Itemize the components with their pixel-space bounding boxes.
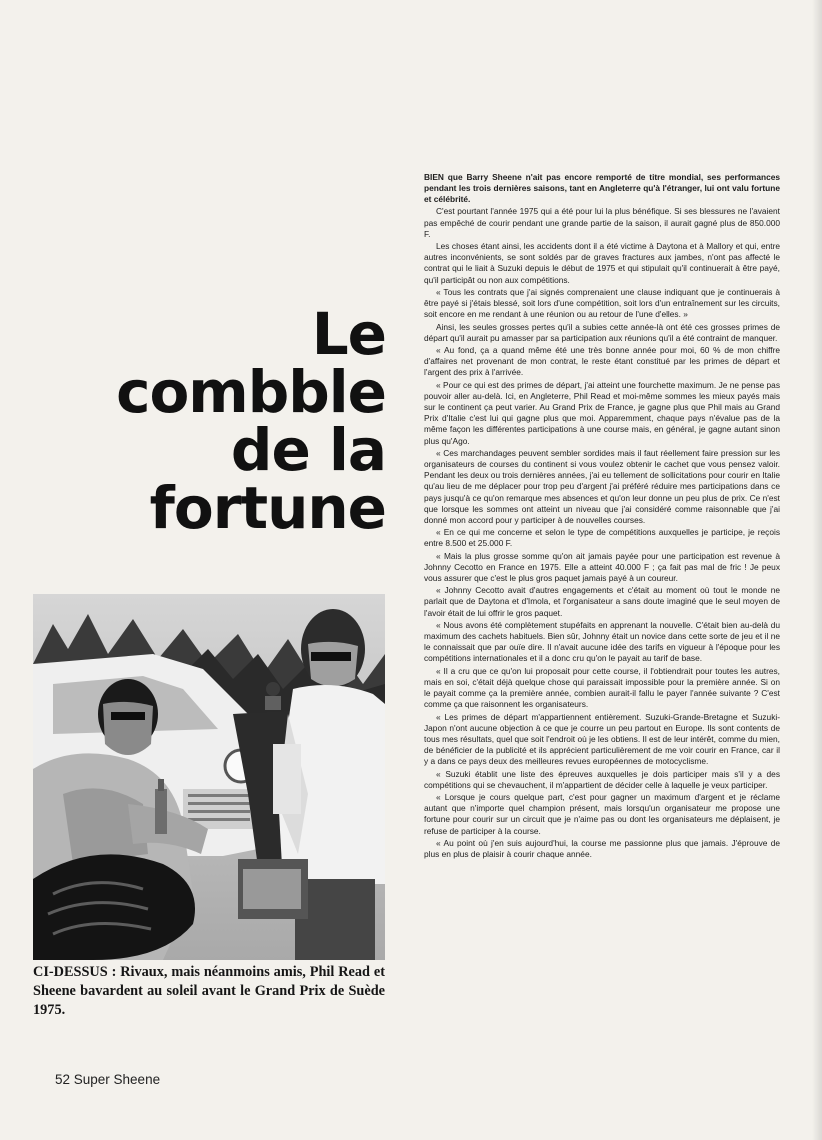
headline xyxy=(116,300,386,542)
paragraph: « Les primes de départ m'appartiennent entièrement. Suzuki-Grande-Bretagne et Suzuki-Japon n'ont aucune objection à ce que je courre un peu partout en Europe. Ils sont contents de tous mes résultats, quel que soit l'endroit où je les obtiens. Il est de leur intérêt, comme du mien, de bénéficier de la publicité et ils apprécient particulièrement de me voir courir en France, car il y a dans ce pays deux des meilleures revues européennes de motocyclisme. xyxy=(424,711,780,767)
paragraph: « Johnny Cecotto avait d'autres engagements et c'était au moment où tout le monde ne parlait que de Daytona et d'Imola, et l'organisateur a sans doute imaginé que le seul moyen de l'avoir était de lui offrir le gros paquet. xyxy=(424,585,780,618)
paragraph: C'est pourtant l'année 1975 qui a été pour lui la plus bénéfique. Si ses blessures ne l'avaient pas empêché de courir pendant une grande partie de la saison, il aurait gagné plus de 850.000 F. xyxy=(424,206,780,239)
article-lead: BIEN que Barry Sheene n'ait pas encore remporté de titre mondial, ses performances pendant les trois dernières saisons, tant en Angleterre qu'à l'étranger, lui ont valu fortune et célébrité. xyxy=(424,172,780,205)
paragraph: « En ce qui me concerne et selon le type de compétitions auxquelles je participe, je reçois entre 8.500 et 25.000 F. xyxy=(424,527,780,549)
paragraph: « Au fond, ça a quand même été une très bonne année pour moi, 60 % de mon chiffre d'affaires net provenant de mon contrat, le reste étant constitué par les primes de départ et l'argent des prix à l'arrivée. xyxy=(424,345,780,378)
headline-line: de la xyxy=(230,416,386,484)
headline-line: Le xyxy=(311,300,386,368)
paragraph: « Lorsque je cours quelque part, c'est pour gagner un maximum d'argent et je réclame autant que n'importe quel champion présent, mais lorsqu'un organisateur me propose une fortune pour courir sur un circuit que je n'aime pas ou dont les organisateurs me déplaisent, je refuse de participer à la course. xyxy=(424,792,780,836)
paragraph: Les choses étant ainsi, les accidents dont il a été victime à Daytona et à Mallory et qui, entre autres inconvénients, se sont soldés par de graves fractures aux jambes, n'ont pas affecté le contrat qui le liait à Suzuki depuis le début de 1975 et qui stipulait qu'il continuerait à être payé, qu'il participât ou non aux compétitions. xyxy=(424,241,780,285)
paragraph: « Ces marchandages peuvent sembler sordides mais il faut réellement faire pression sur les organisateurs de courses du continent si vous voulez obtenir le cachet que vous pensez valoir. Pendant les deux ou trois dernières années, j'ai eu tellement de sollicitations pour courir en Italie qu'au lieu de me déplacer pour trop peu d'argent j'ai préféré réduire mes participations dans ce pays jusqu'à ce qu'on remarque mes absences et qu'on leur donne un peu plus de prix. Ce n'est que lorsque les sommes ont atteint un niveau que j'ai considéré comme raisonnable que j'ai donné mon accord pour y participer à de nouvelles courses. xyxy=(424,447,780,525)
paragraph: « Pour ce qui est des primes de départ, j'ai atteint une fourchette maximum. Je ne pense pas pouvoir aller au-delà. Ici, en Angleterre, Phil Read et moi-même sommes les mieux payés mais sur le continent ça peut varier. Au Grand Prix de France, je gagne plus que Phil mais au Grand Prix d'Italie c'est lui qui gagne plus que moi. Apparemment, chaque pays n'évalue pas de la même façon les différentes participations à une course mais, en général, je gagne autant sinon plus qu'Ago. xyxy=(424,379,780,446)
headline-line: combble xyxy=(116,358,386,426)
paragraph: « Tous les contrats que j'ai signés comprenaient une clause indiquant que je continuerais à être payé si j'étais blessé, soit lors d'une compétition, soit lors d'un entraînement sur les circuits, soit encore en me rendant à une réunion ou au retour de l'une d'elles. » xyxy=(424,286,780,320)
paragraph: « Nous avons été complètement stupéfaits en apprenant la nouvelle. C'était bien au-delà du maximum des cachets habituels. Bien sûr, Johnny était un novice dans cette sorte de jeu et il ne le connaissait que par ouïe dire. Il n'avait aucune idée des tarifs en vigueur à l'époque pour les compétitions internationales et il a donc cru qu'on le payait au tarif de base. xyxy=(424,619,780,664)
photo-caption: CI-DESSUS : Rivaux, mais néanmoins amis, Phil Read et Sheene bavardent au soleil avant le Grand Prix de Suède 1975. xyxy=(33,964,385,1018)
paragraph: « Mais la plus grosse somme qu'on ait jamais payée pour une participation est revenue à Johnny Cecotto en France en 1975. Elle a atteint 40.000 F ; ça fait pas mal de fric ! Je peux vous assurer que c'est le plus gros paquet jamais payé à un coureur. xyxy=(424,550,780,583)
headline-line: fortune xyxy=(149,474,386,542)
article-body xyxy=(424,172,780,861)
page-edge-shadow xyxy=(812,0,822,1140)
page-folio: 52 Super Sheene xyxy=(55,1072,161,1087)
paragraph: « Il a cru que ce qu'on lui proposait pour cette course, il l'obtiendrait pour toutes les autres, mais en soi, c'était déjà quelque chose qui paraissait impossible pour la première année. Si on le payait comme ça la première année, combien aurait-il fallu le payer l'année suivante ? C'est comme ça que raisonnent les organisateurs. xyxy=(424,665,780,710)
paragraph: Ainsi, les seules grosses pertes qu'il a subies cette année-là ont été ces grosses primes de départ qu'il aurait pu amasser par sa participation aux réunions qu'il a été contraint de manquer. xyxy=(424,321,780,343)
paragraph: « Au point où j'en suis aujourd'hui, la course me passionne plus que jamais. J'éprouve de plus en plus de plaisir à courir chaque année. xyxy=(424,837,780,860)
photo-sheene-read xyxy=(33,594,385,960)
paragraph: « Suzuki établit une liste des épreuves auxquelles je dois participer mais s'il y a des compétitions qui se chevauchent, il m'appartient de décider celle à laquelle je veux participer. xyxy=(424,768,780,790)
